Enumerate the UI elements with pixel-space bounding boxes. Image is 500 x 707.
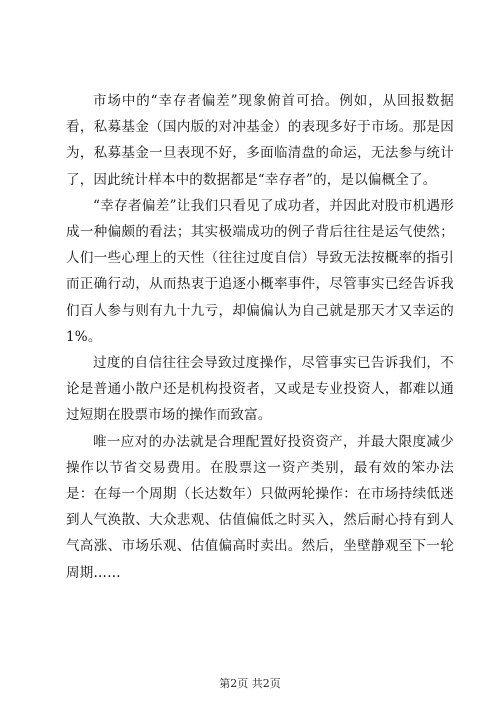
paragraph-overconfidence: 过度的自信往往会导致过度操作，尽管事实已告诉我们，不论是普通小散户还是机构投资者，又或是专业投资人，都难以通过短期在股票市场的操作而致富。 xyxy=(66,355,454,424)
page-number-footer: 第2页 共2页 xyxy=(219,677,281,690)
paragraph-survivor-bias-example: 市场中的“幸存者偏差”现象俯首可拾。例如，从回报数据看，私募基金（国内版的对冲基金）的表现多好于市场。那是因为，私募基金一旦表现不好，多面临清盘的命运，无法参与统计了，因此统计样本中的数据都是“幸存者”的，是以偏概全了。 xyxy=(66,93,454,188)
paragraph-asset-allocation: 唯一应对的办法就是合理配置好投资资产，并最大限度减少操作以节省交易费用。在股票这一资产类别，最有效的笨办法是：在每一个周期（长达数年）只做两轮操作：在市场持续低迷到人气涣散、大众悲观、估值偏低之时买入，然后耐心持有到人气高涨、市场乐观、估值偏高时卖出。然后，坐壁静观至下一轮周期…… xyxy=(66,433,454,581)
document-body xyxy=(66,88,454,586)
paragraph-survivor-bias-effect: “幸存者偏差”让我们只看见了成功者，并因此对股市机遇形成一种偏颇的看法；其实极端成功的例子背后往往是运气使然；人们一些心理上的天性（往往过度自信）导致无法按概率的指引而正确行动，从而热衷于追逐小概率事件，尽管事实已经告诉我们百人参与则有九十九亏，却偏偏认为自己就是那天才又幸运的1%。 xyxy=(66,197,454,345)
